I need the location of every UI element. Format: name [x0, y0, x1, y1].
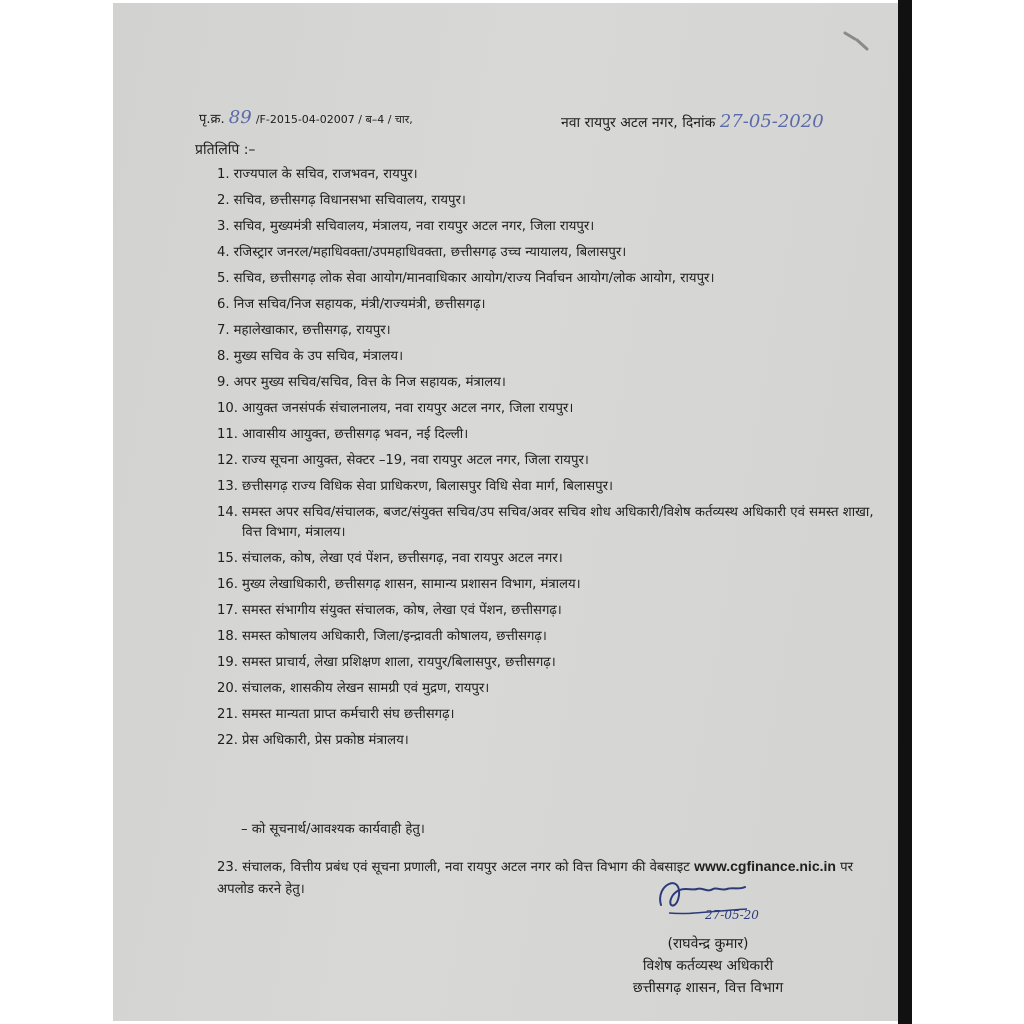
- list-item-text: मुख्य सचिव के उप सचिव, मंत्रालय।: [233, 349, 404, 364]
- list-item-number: 20.: [217, 681, 238, 696]
- date-handwritten: 27-05-2020: [719, 111, 824, 132]
- list-item: [217, 627, 897, 647]
- item-23: [217, 855, 877, 901]
- website-url: www.cgfinance.nic.in: [694, 858, 836, 874]
- ref-code: /F-2015-04-02007 / ब–4 / चार,: [255, 113, 413, 126]
- list-item-text: संचालक, शासकीय लेखन सामग्री एवं मुद्रण, रायपुर।: [241, 681, 490, 696]
- list-item: [217, 705, 897, 725]
- list-item: [217, 679, 897, 699]
- right-border-shadow: [898, 0, 912, 1024]
- document-page: [113, 3, 898, 1021]
- list-item: [217, 503, 897, 543]
- list-item-number: 7.: [217, 323, 230, 338]
- list-item-number: 15.: [217, 551, 238, 566]
- list-item-text: प्रेस अधिकारी, प्रेस प्रकोष्ठ मंत्रालय।: [241, 733, 409, 748]
- purpose-line: – को सूचनार्थ/आवश्यक कार्यवाही हेतु।: [241, 822, 425, 837]
- item-23-number: 23.: [217, 860, 238, 875]
- copy-to-label: प्रतिलिपि :–: [195, 142, 256, 158]
- list-item-number: 6.: [217, 297, 230, 312]
- list-item-text: आवासीय आयुक्त, छत्तीसगढ़ भवन, नई दिल्ली।: [241, 427, 469, 442]
- list-item: [217, 243, 897, 263]
- signature-date: 27-05-20: [705, 908, 759, 922]
- list-item: [217, 399, 897, 419]
- list-item: [217, 731, 897, 751]
- list-item-number: 9.: [217, 375, 230, 390]
- list-item-text: अपर मुख्य सचिव/सचिव, वित्त के निज सहायक, मंत्रालय।: [233, 375, 506, 390]
- list-item: [217, 165, 897, 185]
- list-item-number: 10.: [217, 401, 238, 416]
- paper-crease-mark: [841, 29, 881, 59]
- signatory-department: छत्तीसगढ़ शासन, वित्त विभाग: [632, 980, 784, 996]
- list-item: [217, 575, 897, 595]
- list-item-number: 22.: [217, 733, 238, 748]
- list-item: [217, 601, 897, 621]
- list-item-number: 16.: [217, 577, 238, 592]
- item-23-text-after: पर अपलोड करने हेतु।: [217, 860, 854, 897]
- list-item-number: 14.: [217, 505, 238, 520]
- list-item-number: 11.: [217, 427, 238, 442]
- list-item-text: समस्त संभागीय संयुक्त संचालक, कोष, लेखा एवं पेंशन, छत्तीसगढ़।: [241, 603, 562, 618]
- list-item-text: सचिव, छत्तीसगढ़ विधानसभा सचिवालय, रायपुर।: [233, 193, 466, 208]
- list-item: [217, 191, 897, 211]
- list-item: [217, 653, 897, 673]
- reference-number: [199, 107, 413, 128]
- list-item-text: समस्त अपर सचिव/संचालक, बजट/संयुक्त सचिव/उप सचिव/अवर सचिव शोध अधिकारी/विशेष कर्तव्यस्थ अधिकारी एवं समस्त शाखा, वित्त विभाग, मंत्रालय।: [241, 505, 874, 540]
- ref-prefix: पृ.क्र.: [199, 112, 225, 127]
- list-item-number: 13.: [217, 479, 238, 494]
- signatory-name: (राघवेन्द्र कुमार): [667, 936, 749, 952]
- list-item: [217, 347, 897, 367]
- list-item-text: महालेखाकार, छत्तीसगढ़, रायपुर।: [233, 323, 391, 338]
- list-item-number: 12.: [217, 453, 238, 468]
- list-item-number: 4.: [217, 245, 230, 260]
- list-item-text: समस्त मान्यता प्राप्त कर्मचारी संघ छत्तीसगढ़।: [241, 707, 455, 722]
- list-item-text: सचिव, छत्तीसगढ़ लोक सेवा आयोग/मानवाधिकार आयोग/राज्य निर्वाचन आयोग/लोक आयोग, रायपुर।: [233, 271, 715, 286]
- recipient-list: [217, 165, 897, 757]
- list-item-text: राज्यपाल के सचिव, राजभवन, रायपुर।: [233, 167, 418, 182]
- ref-number-handwritten: 89: [228, 107, 252, 128]
- signatory-designation: विशेष कर्तव्यस्थ अधिकारी: [642, 958, 774, 974]
- list-item: [217, 269, 897, 289]
- list-item-number: 2.: [217, 193, 230, 208]
- list-item-text: समस्त कोषालय अधिकारी, जिला/इन्द्रावती कोषालय, छत्तीसगढ़।: [241, 629, 547, 644]
- list-item-text: निज सचिव/निज सहायक, मंत्री/राज्यमंत्री, छत्तीसगढ़।: [233, 297, 486, 312]
- list-item-text: राज्य सूचना आयुक्त, सेक्टर –19, नवा रायपुर अटल नगर, जिला रायपुर।: [241, 453, 589, 468]
- list-item: [217, 373, 897, 393]
- list-item-text: छत्तीसगढ़ राज्य विधिक सेवा प्राधिकरण, बिलासपुर विधि सेवा मार्ग, बिलासपुर।: [241, 479, 614, 494]
- list-item-number: 19.: [217, 655, 238, 670]
- list-item-number: 17.: [217, 603, 238, 618]
- list-item-text: संचालक, कोष, लेखा एवं पेंशन, छत्तीसगढ़, नवा रायपुर अटल नगर।: [241, 551, 563, 566]
- item-23-text: संचालक, वित्तीय प्रबंध एवं सूचना प्रणाली, नवा रायपुर अटल नगर को वित्त विभाग की वेबसाइट: [242, 860, 690, 875]
- place-text: नवा रायपुर अटल नगर, दिनांक: [561, 115, 716, 131]
- list-item: [217, 321, 897, 341]
- list-item-number: 1.: [217, 167, 230, 182]
- list-item-number: 3.: [217, 219, 230, 234]
- list-item-number: 21.: [217, 707, 238, 722]
- list-item-text: रजिस्ट्रार जनरल/महाधिवक्ता/उपमहाधिवक्ता, छत्तीसगढ़ उच्च न्यायालय, बिलासपुर।: [233, 245, 627, 260]
- list-item: [217, 451, 897, 471]
- list-item-number: 18.: [217, 629, 238, 644]
- list-item-number: 8.: [217, 349, 230, 364]
- signatory-block: [618, 933, 798, 999]
- list-item-number: 5.: [217, 271, 230, 286]
- list-item: [217, 477, 897, 497]
- place-and-date: [561, 111, 824, 132]
- list-item-text: सचिव, मुख्यमंत्री सचिवालय, मंत्रालय, नवा रायपुर अटल नगर, जिला रायपुर।: [233, 219, 595, 234]
- list-item-text: मुख्य लेखाधिकारी, छत्तीसगढ़ शासन, सामान्य प्रशासन विभाग, मंत्रालय।: [241, 577, 581, 592]
- list-item: [217, 425, 897, 445]
- list-item: [217, 549, 897, 569]
- list-item-text: समस्त प्राचार्य, लेखा प्रशिक्षण शाला, रायपुर/बिलासपुर, छत्तीसगढ़।: [241, 655, 556, 670]
- list-item: [217, 217, 897, 237]
- list-item-text: आयुक्त जनसंपर्क संचालनालय, नवा रायपुर अटल नगर, जिला रायपुर।: [241, 401, 574, 416]
- list-item: [217, 295, 897, 315]
